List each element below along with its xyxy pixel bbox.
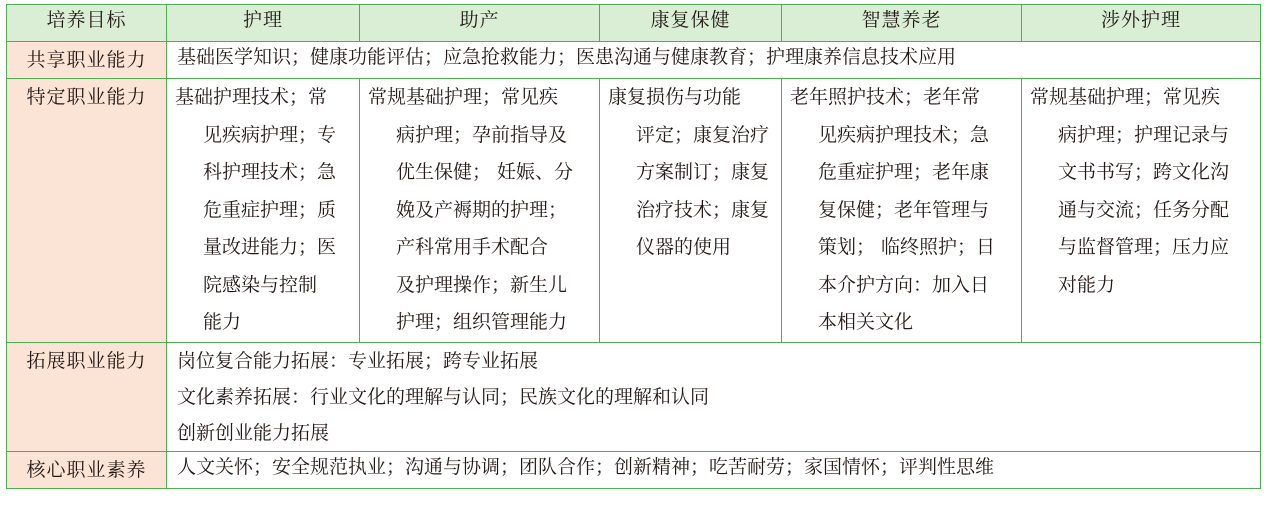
specific-cell-elderly-care: 老年照护技术；老年常 见疾病护理技术；急 危重症护理；老年康 复保健；老年管理与 策划； 临终照护；日 本介护方向：加入日 本相关文化 [782, 79, 1022, 343]
shared-label: 共享职业能力 [7, 42, 167, 79]
specific-cell-midwifery: 常规基础护理；常见疾 病护理；孕前指导及 优生保健； 妊娠、分 娩及产褥期的护理； 产科常用手术配合 及护理操作；新生儿 护理；组织管理能力 [360, 79, 600, 343]
specific-cell-rehab: 康复损伤与功能 评定；康复治疗 方案制订；康复 治疗技术；康复 仪器的使用 [600, 79, 782, 343]
specific-cell-nursing: 基础护理技术；常 见疾病护理；专 科护理技术；急 危重症护理；质 量改进能力；医 院感染与控制 能力 [167, 79, 360, 343]
core-content: 人文关怀；安全规范执业；沟通与协调；团队合作；创新精神；吃苦耐劳；家国情怀；评判性思维 [167, 451, 1261, 488]
specific-label: 特定职业能力 [7, 79, 167, 343]
extended-line: 文化素养拓展：行业文化的理解与认同；民族文化的理解和认同 [177, 385, 710, 408]
extended-row [7, 342, 1261, 451]
shared-content: 基础医学知识；健康功能评估；应急抢救能力；医患沟通与健康教育；护理康养信息技术应用 [167, 42, 1261, 79]
header-elderly-care: 智慧养老 [782, 5, 1022, 42]
training-goals-table [6, 4, 1261, 489]
core-row [7, 451, 1261, 488]
specific-row [7, 79, 1261, 343]
core-label: 核心职业素养 [7, 451, 167, 488]
header-midwifery: 助产 [360, 5, 600, 42]
header-foreign-nursing: 涉外护理 [1022, 5, 1261, 42]
extended-label: 拓展职业能力 [7, 342, 167, 451]
specific-cell-foreign-nursing: 常规基础护理；常见疾 病护理；护理记录与 文书书写；跨文化沟 通与交流；任务分配 与监督管理；压力应 对能力 [1022, 79, 1261, 343]
header-nursing: 护理 [167, 5, 360, 42]
shared-row [7, 42, 1261, 79]
extended-line: 创新创业能力拓展 [177, 421, 330, 444]
header-rehab: 康复保健 [600, 5, 782, 42]
header-row [7, 5, 1261, 42]
header-goal: 培养目标 [7, 5, 167, 42]
extended-line: 岗位复合能力拓展：专业拓展；跨专业拓展 [177, 349, 539, 372]
extended-content [167, 342, 1261, 451]
